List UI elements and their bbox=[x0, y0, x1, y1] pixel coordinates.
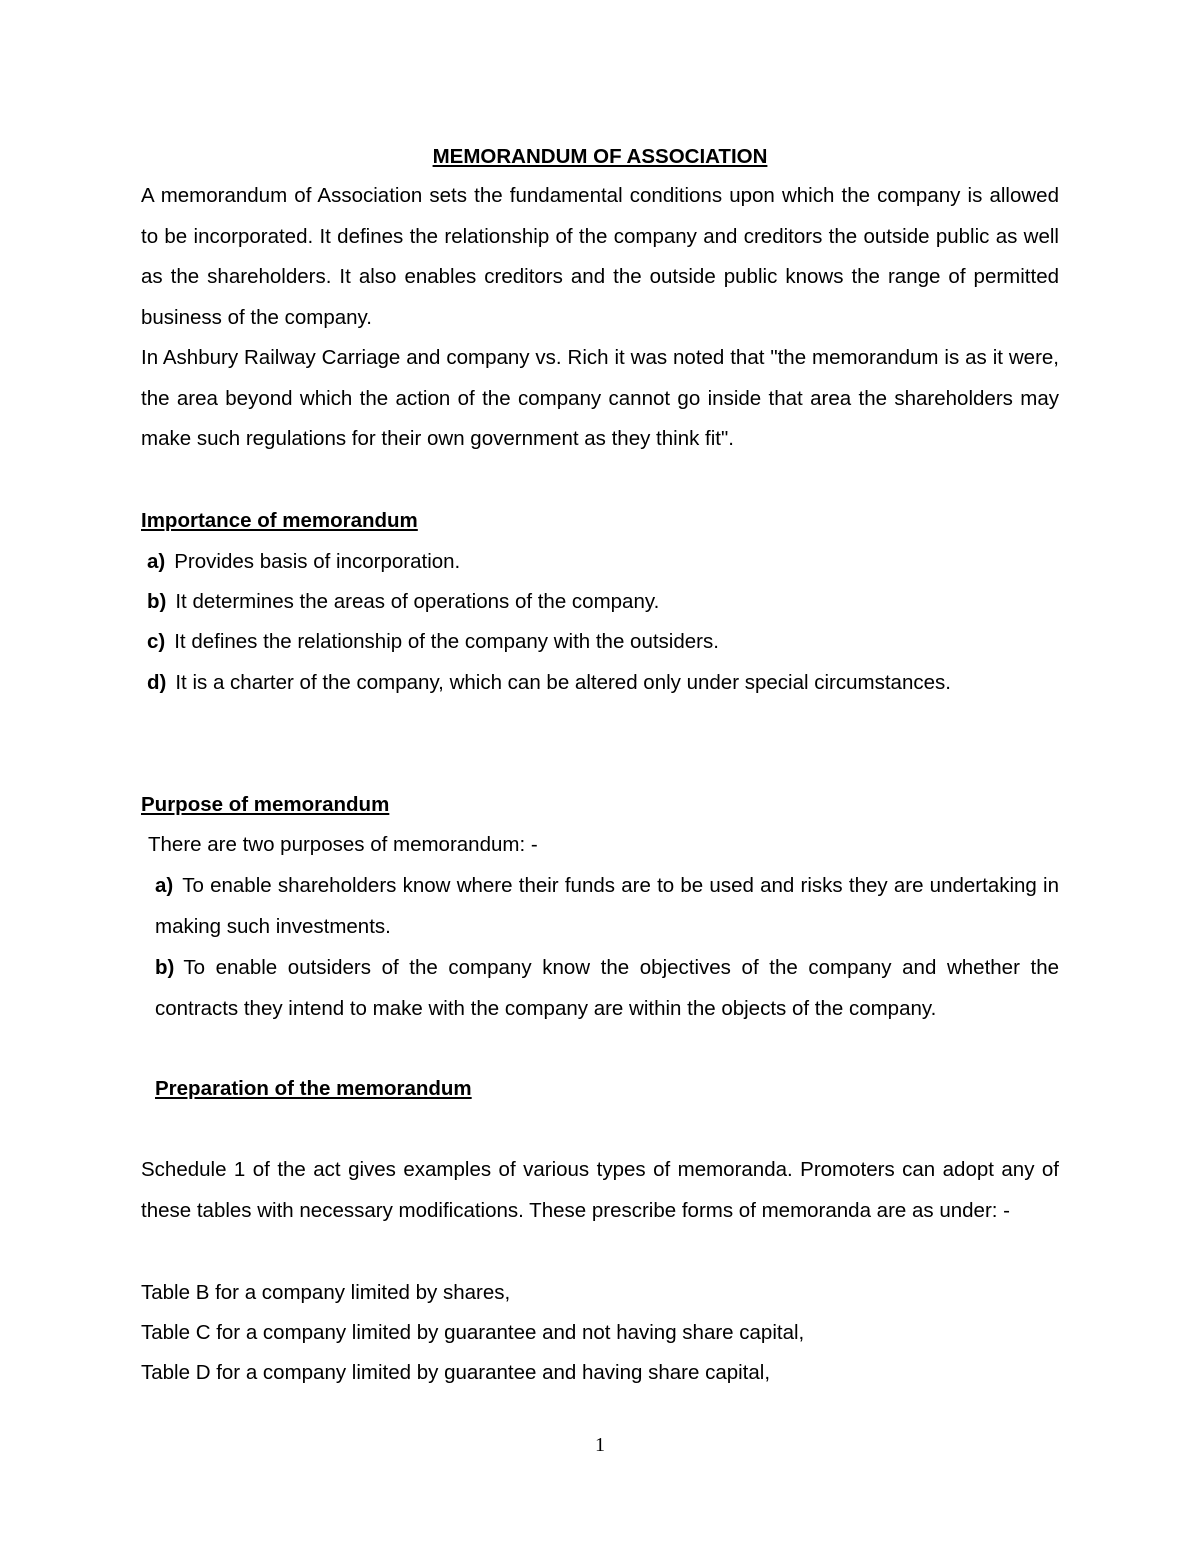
importance-item-b bbox=[147, 582, 1059, 623]
list-marker: a) bbox=[155, 874, 174, 897]
document-title: MEMORANDUM OF ASSOCIATION bbox=[432, 145, 768, 168]
table-b-line: Table B for a company limited by shares, bbox=[141, 1281, 511, 1304]
list-item-text: It defines the relationship of the company with the outsiders. bbox=[174, 630, 719, 653]
case-paragraph: In Ashbury Railway Carriage and company vs. Rich it was noted that "the memorandum is as it were, the area beyond which the action of the company cannot go inside that area the shareholders may make such regulations for their own government as they think fit". bbox=[141, 346, 1059, 450]
table-d-line: Table D for a company limited by guarantee and having share capital, bbox=[141, 1361, 771, 1384]
list-item-text: It determines the areas of operations of the company. bbox=[175, 590, 660, 613]
importance-item-d bbox=[147, 663, 1059, 704]
purpose-heading: Purpose of memorandum bbox=[141, 793, 390, 816]
importance-heading: Importance of memorandum bbox=[141, 509, 418, 532]
importance-item-a bbox=[147, 542, 1059, 583]
intro-paragraph: A memorandum of Association sets the fundamental conditions upon which the company is allowed to be incorporated. It defines the relationship of the company and creditors the outside public as well as the shareholders. It also enables creditors and the outside public knows the range of permitted business of the company. bbox=[141, 184, 1059, 329]
list-item-text: It is a charter of the company, which can be altered only under special circumstances. bbox=[175, 671, 951, 694]
list-marker: d) bbox=[147, 671, 167, 694]
list-item-text: To enable shareholders know where their funds are to be used and risks they are undertaking in making such investments. bbox=[155, 874, 1059, 938]
purpose-intro: There are two purposes of memorandum: - bbox=[148, 833, 538, 856]
list-marker: a) bbox=[147, 550, 166, 573]
list-marker: b) bbox=[147, 590, 167, 613]
preparation-heading: Preparation of the memorandum bbox=[155, 1077, 472, 1100]
importance-item-c bbox=[147, 622, 1059, 663]
page-number: 1 bbox=[595, 1434, 605, 1456]
list-item-text: To enable outsiders of the company know the objectives of the company and whether the contracts they intend to make with the company are within the objects of the company. bbox=[155, 956, 1059, 1020]
purpose-item-a bbox=[155, 866, 1059, 947]
table-c-line: Table C for a company limited by guarantee and not having share capital, bbox=[141, 1321, 805, 1344]
preparation-paragraph: Schedule 1 of the act gives examples of various types of memoranda. Promoters can adopt any of these tables with necessary modifications. These prescribe forms of memoranda are as under: - bbox=[141, 1158, 1059, 1222]
list-marker: b) bbox=[155, 956, 175, 979]
list-item-text: Provides basis of incorporation. bbox=[174, 550, 461, 573]
purpose-item-b bbox=[155, 948, 1059, 1029]
list-marker: c) bbox=[147, 630, 166, 653]
